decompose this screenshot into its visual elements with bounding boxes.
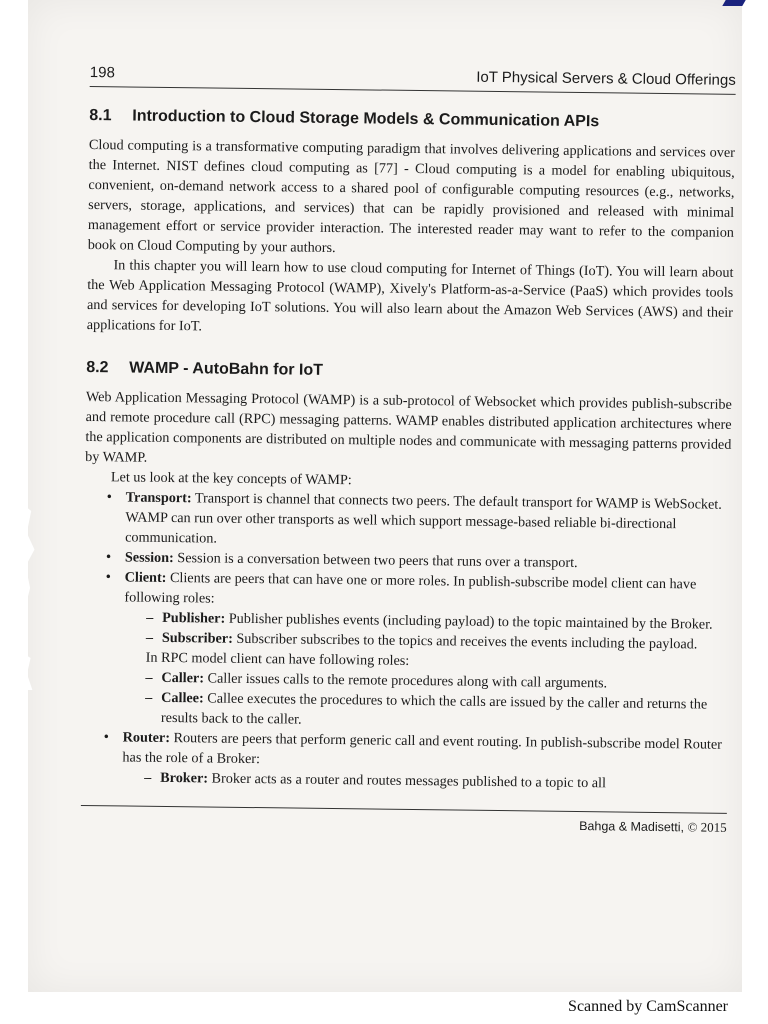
section-8-2-heading — [86, 359, 732, 385]
page-number: 198 — [89, 63, 115, 82]
section-number: 8.1 — [89, 106, 112, 125]
footer-authors: Bahga & Madisetti, — [579, 819, 685, 835]
section-number: 8.2 — [86, 358, 109, 377]
page-footer — [81, 812, 727, 836]
list-intro: Let us look at the key concepts of WAMP: — [110, 469, 352, 489]
sub-item-subscriber: – Subscriber: Subscriber subscribes to the topics and receives the events including the payload. — [146, 628, 729, 655]
paragraph: In this chapter you will learn how to use cloud computing for Internet of Things (IoT). You will learn about the Web Application Messaging Protocol (WAMP), Xively's Platform-as-a-Service (PaaS) which provides tools and services for developing IoT solutions. You will also learn about the Amazon Web Services (AWS) and their applications for IoT. — [86, 257, 734, 335]
sub-item-publisher: – Publisher: Publisher publishes events (including payload) to the topic maintained by the Broker. — [146, 608, 729, 635]
scanner-watermark: Scanned by CamScanner — [568, 998, 728, 1015]
sub-item-caller: – Caller: Caller issues calls to the remote procedures along with call arguments. — [145, 668, 728, 695]
section-8-1-heading — [89, 107, 735, 133]
page-content — [81, 60, 736, 836]
rpc-roles-list — [123, 667, 729, 734]
rpc-intro: In RPC model client can have following roles: — [145, 649, 410, 669]
client-roles-list — [124, 607, 729, 654]
corner-mark — [722, 0, 745, 6]
list-item-client: • Client: Clients are peers that can have one or more roles. In publish-subscribe model client can have following roles: – Publisher: Publisher publishes events (including payload) to the topic maintained by the Broker. – Subscriber: Subscriber subscribes to the topics and receives the events including the payload. In RPC model client can have following roles: – Caller: Caller issues calls to the remote procedures along with call arguments. – Callee: Callee executes the procedures to which the calls are issued by the caller and returns the results back to the caller. — [100, 567, 730, 735]
footer-copyright: © 2015 — [687, 819, 727, 835]
chapter-title: IoT Physical Servers & Cloud Offerings — [476, 68, 736, 89]
section-title: WAMP - AutoBahn for IoT — [129, 359, 324, 379]
sub-item-broker: – Broker: Broker acts as a router and routes messages published to a topic to all — [144, 768, 727, 795]
router-roles-list — [122, 767, 727, 794]
list-item-router: • Router: Routers are peers that perform generic call and event routing. In publish-subscribe model Router has the role of a Broker: – Broker: Broker acts as a router and routes messages published to a topic to all — [99, 727, 728, 795]
sub-item-callee: – Callee: Callee executes the procedures to which the calls are issued by the caller and returns the results back to the caller. — [145, 688, 728, 735]
paragraph: Web Application Messaging Protocol (WAMP) is a sub-protocol of Websocket which provides publish-subscribe and remote procedure call (RPC) messaging patterns. WAMP enables distributed application architectures where the application components are distributed on multiple nodes and communicate with messaging patterns provided by WAMP. — [85, 388, 732, 466]
section-title: Introduction to Cloud Storage Models & Communication APIs — [132, 107, 600, 131]
paragraph: Cloud computing is a transformative computing paradigm that involves delivering applications and services over the Internet. NIST defines cloud computing as [77] - Cloud computing is a model for enabling ubiquitous, convenient, on-demand network access to a shared pool of configurable computing resources (e.g., networks, servers, storage, applications, and services) that can be rapidly provisioned and released with minimal management effort or service provider interaction. The interested reader may want to refer to the companion book on Cloud Computing by your authors. — [87, 136, 736, 257]
list-item-session: • Session: Session is a conversation between two peers that runs over a transport. — [102, 547, 730, 575]
running-header — [90, 60, 736, 94]
concept-list — [81, 487, 731, 795]
scanned-page — [28, 0, 742, 992]
list-item-transport: • Transport: Transport is channel that connects two peers. The default transport for WAMP is WebSocket. WAMP can run over other transports as well which support message-based reliable bi-directional communication. — [102, 487, 731, 555]
